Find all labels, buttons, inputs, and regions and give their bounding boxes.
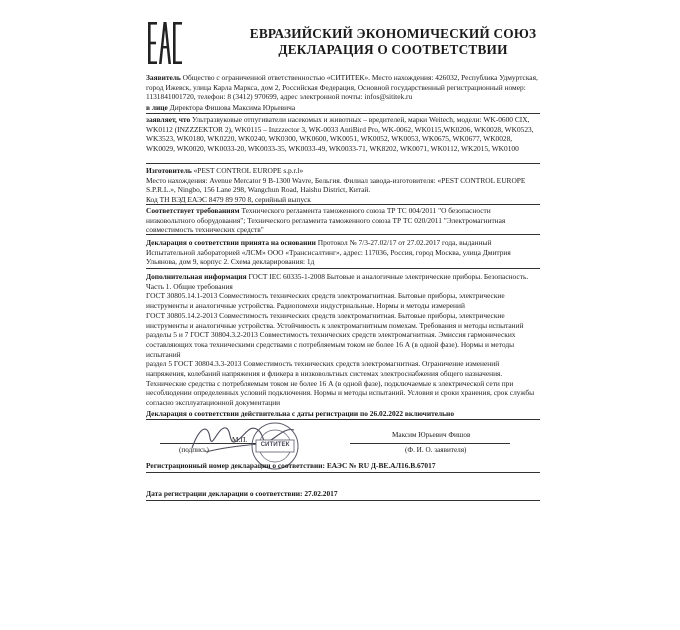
divider [146, 268, 540, 269]
applicant-label: Заявитель [146, 73, 181, 82]
applicant-name: Максим Юрьевич Фишов [392, 431, 471, 439]
date-value: 27.02.2017 [304, 489, 338, 498]
divider [146, 500, 540, 501]
requirements-text: Технического регламента таможенного союза ТР ТС 004/2011 "О безопасности низковольтного оборудования"; Технического регламента таможенного союза ТР ТС 020/2011 "Электромагнитная совместимость технических средств" [146, 206, 506, 235]
date-section [146, 489, 540, 499]
declares-section [146, 115, 540, 154]
eac-logo-icon [148, 22, 182, 64]
additional-section [146, 272, 540, 408]
header-declaration-title: ДЕКЛАРАЦИЯ О СООТВЕТСТВИИ [278, 42, 508, 57]
divider [146, 204, 540, 205]
validity-text: по 26.02.2022 включительно [360, 409, 455, 418]
additional-line: ГОСТ 30805.14.2-2013 Совместимость технических средств электромагнитная. Бытовые приборы, электрические инструменты и аналогичные устройства. Устойчивость к электромагнитным помехам. Требования и методы испытаний [146, 310, 524, 330]
divider [146, 113, 540, 114]
requirements-label: Соответствует требованиям [146, 206, 240, 215]
signature-label: (подпись) [179, 446, 209, 454]
date-label: Дата регистрации декларации о соответствии: [146, 489, 303, 498]
document-header [228, 26, 558, 58]
mp-label: М.П. [232, 436, 248, 444]
requirements-section [146, 206, 540, 235]
registration-section [146, 461, 540, 471]
additional-line: ГОСТ 30805.14.1-2013 Совместимость технических средств электромагнитная. Бытовые приборы, электрические инструменты и аналогичные устройства. Радиопомехи индустриальные. Нормы и методы измерений [146, 291, 505, 311]
registration-label: Регистрационный номер декларации о соответствии: [146, 461, 325, 470]
declares-label: заявляет, что [146, 115, 191, 124]
applicant-text: Общество с ограниченной ответственностью «СИТИТЕК». Место нахождения: 426032, Республика Удмуртская, город Ижевск, улица Карла Маркса, дом 2, Российская Федерация, Основной государственный регистрационный номер: 1131841001720, телефон: 8 (3412) 970699, адрес электронной почты: infos@sititek.ru [146, 73, 538, 102]
additional-line: разделы 5 и 7 ГОСТ 30804.3.2-2013 Совместимость технических средств электромагнитная. Эмиссия гармонических составляющих тока техническими средствами с потребляемым током не более 16 А (в одной фазе). Нормы и методы испытаний [146, 330, 516, 359]
name-label: (Ф. И. О. заявителя) [405, 446, 467, 454]
additional-intro: ГОСТ IEC 60335-1-2008 Бытовые и аналогичные электрические приборы. Безопасность. Часть 1. Общие требования [146, 272, 529, 291]
additional-label: Дополнительная информация [146, 272, 247, 281]
basis-section [146, 238, 540, 267]
additional-line: раздел 5 ГОСТ 30804.3.3-2013 Совместимость технических средств электромагнитная. Ограничение изменений напряжения, колебаний напряжения и фликера в низковольтных системах электроснабжения общего назначения. Технические средства с потребляемым током не более 16 А (в одной фазе), подключаемые к электрической сети при несоблюдении определенных условий подключения. Нормы и методы испытаний. Условия и сроки хранения, срок службы согласно эксплуатационной документации [146, 359, 535, 408]
basis-text: Протокол № 7/3-27.02/17 от 27.02.2017 года, выданный Испытательной лабораторией «ЛСМ» ООО «Транснсалтинг», адрес: 117036, Россия, город Москва, улица Дмитрия Ульянова, дом 9, корпус 2. Схема декларирования: 1д [146, 238, 511, 267]
manufacturer-section [146, 166, 540, 205]
manufacturer-name: «PEST CONTROL EUROPE s.p.r.l» [193, 166, 304, 175]
header-union-title: ЕВРАЗИЙСКИЙ ЭКОНОМИЧЕСКИЙ СОЮЗ [249, 26, 537, 41]
manufacturer-code: Код ТН ВЭД ЕАЭС 8479 89 970 8, серийный выпуск [146, 195, 311, 205]
manufacturer-label: Изготовитель [146, 166, 192, 175]
divider [146, 472, 540, 473]
manufacturer-text: Место нахождения: Avenue Mercator 9 B-1300 Wavre, Бельгия. Филиал завода-изготовителя: «PEST CONTROL EUROPE S.P.R.L.», Ningbo, 156 Lane 298, Wangchun Road, Haishu District, Китай. [146, 175, 526, 195]
divider [146, 234, 540, 235]
person-label: в лице [146, 103, 168, 112]
person-text: Директора Фишова Максима Юрьевича [169, 103, 296, 112]
basis-label: Декларация о соответствии принята на основании [146, 238, 316, 247]
stamp-text: СИТИТЕК [260, 441, 290, 448]
registration-number: ЕАЭС № RU Д-BE.АЛ16.В.67017 [326, 461, 436, 470]
person-section [146, 103, 540, 113]
divider [146, 163, 540, 164]
applicant-section [146, 73, 540, 102]
declares-text: Ультразвуковые отпугиватели насекомых и животных – вредителей, марки Weitech, модели: WK-0600 CIX, WK0112 (INZZZEKTOR 2), WK0115 – Inzzzector 3, WK-0033 AntiBird Pro, WK-0062, WK0115,WK0206, WK0028, WK0523, WK3523, WK0180, WK0220, WK0240, WK0300, WK0600, WK0051, WK0052, WK0053, WK0675, WK0677, WK0028, WK0029, WK0020, WK0033-20, WK0033-35, WK0033-49, WK0033-71, WK8202, WK0071, WK0112, WK2015, WK0100 [146, 115, 534, 154]
validity-label: Декларация о соответствии действительна с даты регистрации [146, 409, 359, 418]
name-line [350, 443, 510, 444]
